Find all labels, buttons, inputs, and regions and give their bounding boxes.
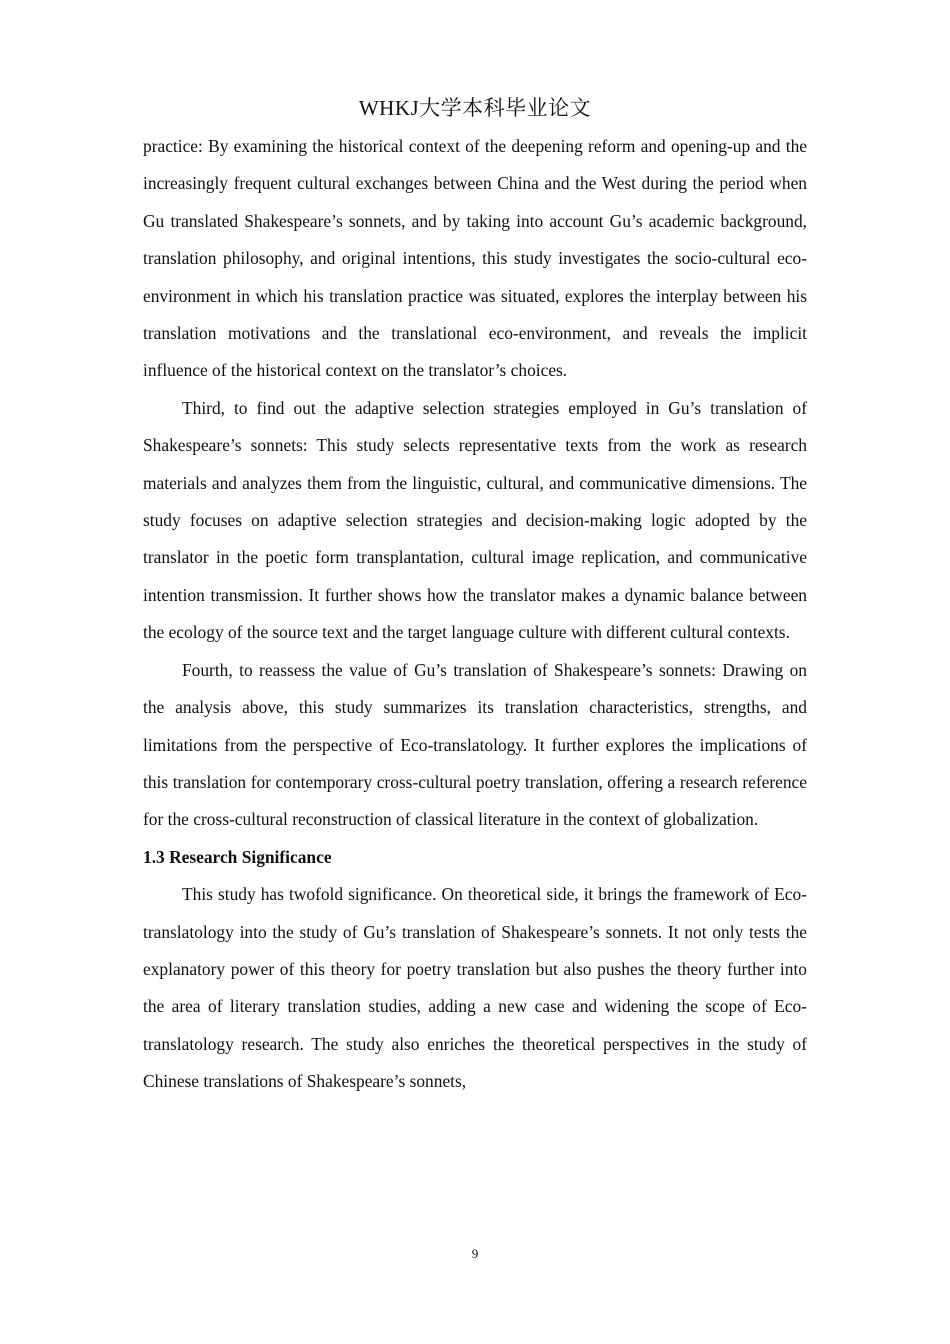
paragraph-continuation: practice: By examining the historical context of the deepening reform and opening-up and the increasingly frequent cultural exchanges between China and the West during the period when Gu translated Shakespeare’s sonnets, and by taking into account Gu’s academic background, translation philosophy, and original intentions, this study investigates the socio-cultural eco-environment in which his translation practice was situated, explores the interplay between his translation motivations and the translational eco-environment, and reveals the implicit influence of the historical context on the translator’s choices.	[143, 136, 807, 381]
paragraph-significance: This study has twofold significance. On theoretical side, it brings the framework of Eco-translatology into the study of Gu’s translation of Shakespeare’s sonnets. It not only tests the explanatory power of this theory for poetry translation but also pushes the theory further into the area of literary translation studies, adding a new case and widening the scope of Eco-translatology research. The study also enriches the theoretical perspectives in the study of Chinese translations of Shakespeare’s sonnets,	[143, 884, 807, 1092]
section-heading: 1.3 Research Significance	[143, 846, 332, 867]
page-number: 9	[471, 1246, 479, 1261]
paragraph-third-objective: Third, to find out the adaptive selection strategies employed in Gu’s translation of Shakespeare’s sonnets: This study selects representative texts from the work as research materials and analyzes them from the linguistic, cultural, and communicative dimensions. The study focuses on adaptive selection strategies and decision-making logic adopted by the translator in the poetic form transplantation, cultural image replication, and communicative intention transmission. It further shows how the translator makes a dynamic balance between the ecology of the source text and the target language culture with different cultural contexts.	[143, 397, 807, 643]
paragraph-fourth-objective: Fourth, to reassess the value of Gu’s translation of Shakespeare’s sonnets: Drawing on the analysis above, this study summarizes its translation characteristics, strengths, and limitations from the perspective of Eco-translatology. It further explores the implications of this translation for contemporary cross-cultural poetry translation, offering a research reference for the cross-cultural reconstruction of classical literature in the context of globalization.	[143, 659, 807, 830]
body-text	[143, 128, 807, 1101]
running-header: WHKJ大学本科毕业论文	[358, 96, 592, 120]
